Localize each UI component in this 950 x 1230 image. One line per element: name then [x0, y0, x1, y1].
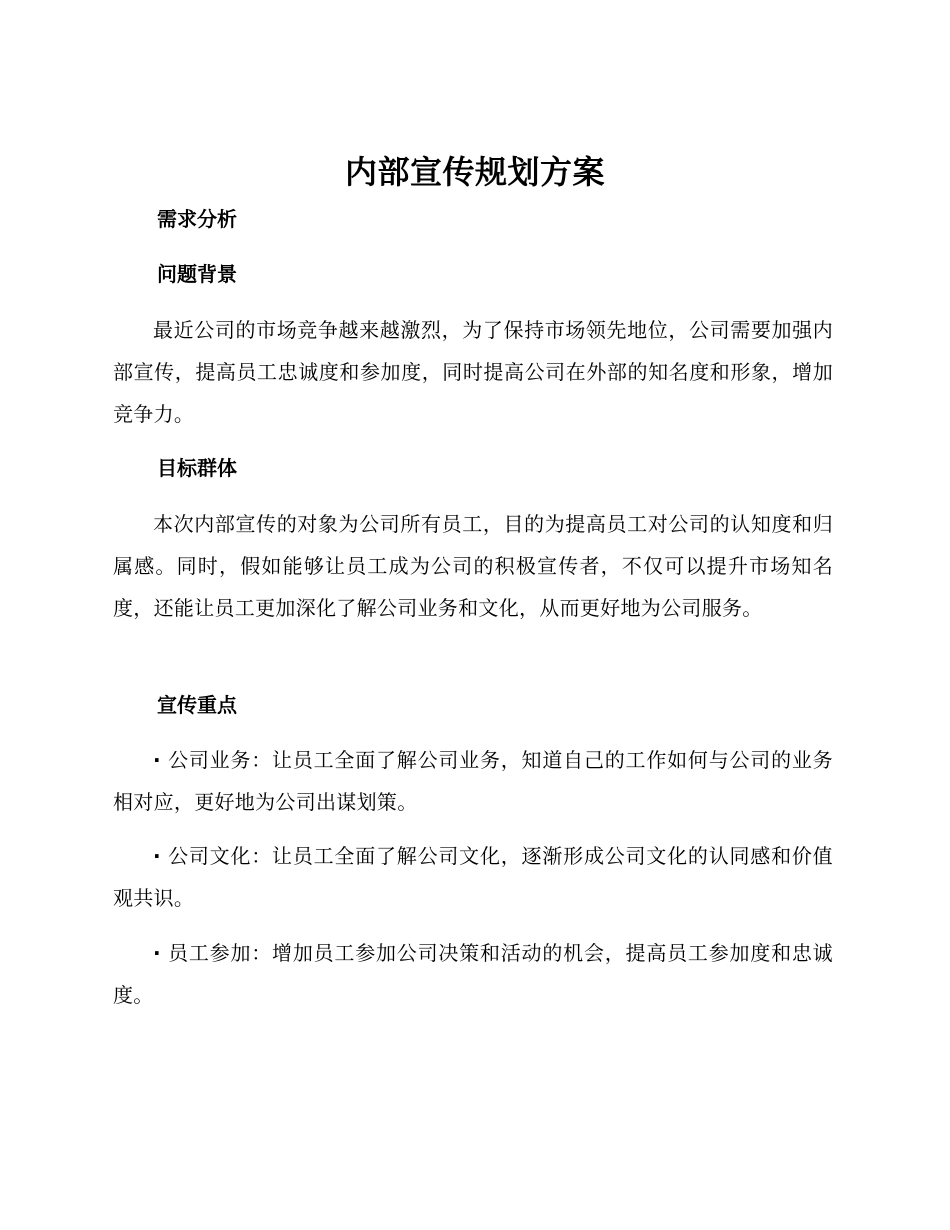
bullet-text: 员工参加：增加员工参加公司决策和活动的机会，提高员工参加度和忠诚度。	[113, 941, 833, 1007]
bullet-marker: ·	[153, 748, 161, 772]
bullet-item-culture	[113, 835, 833, 919]
section-heading-target-group: 目标群体	[157, 456, 237, 480]
section-heading-key-points: 宣传重点	[157, 693, 237, 717]
bullet-marker: ·	[153, 941, 161, 965]
bullet-item-business	[113, 739, 833, 823]
bullet-text: 公司业务：让员工全面了解公司业务，知道自己的工作如何与公司的业务相对应，更好地为公司出谋划策。	[113, 748, 833, 814]
section-heading-background: 问题背景	[157, 262, 237, 286]
paragraph-target-group: 本次内部宣传的对象为公司所有员工，目的为提高员工对公司的认知度和归属感。同时，假如能够让员工成为公司的积极宣传者，不仅可以提升市场知名度，还能让员工更加深化了解公司业务和文化，从而更好地为公司服务。	[113, 512, 833, 620]
section-heading-requirements: 需求分析	[157, 207, 237, 231]
document-title: 内部宣传规划方案	[344, 153, 605, 191]
bullet-marker: ·	[153, 844, 161, 868]
bullet-text: 公司文化：让员工全面了解公司文化，逐渐形成公司文化的认同感和价值观共识。	[113, 844, 833, 910]
paragraph-background: 最近公司的市场竞争越来越激烈，为了保持市场领先地位，公司需要加强内部宣传，提高员工忠诚度和参加度，同时提高公司在外部的知名度和形象，增加竞争力。	[113, 318, 833, 426]
bullet-item-participation	[113, 932, 833, 1016]
